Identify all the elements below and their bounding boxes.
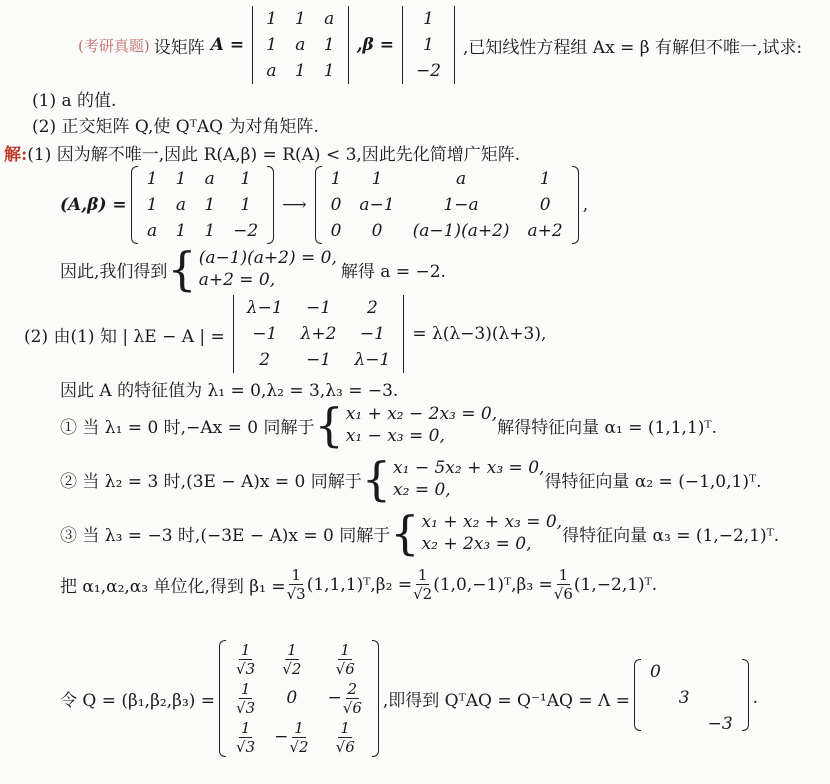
case3-equation: x₁ + x₂ + x₃ = 0,	[421, 512, 563, 532]
case2-equation: x₂ = 0,	[393, 480, 451, 500]
vector-beta-cell: −2	[415, 61, 441, 81]
case1-system	[346, 403, 497, 447]
reduced-cell: 1	[539, 169, 551, 189]
lambda-cell: 0	[649, 662, 661, 682]
char-det-cell: λ+2	[300, 324, 337, 344]
matrix-a	[257, 6, 343, 84]
matrix-a-label: A =	[210, 35, 245, 55]
reduced-cell: 0	[371, 221, 383, 241]
augmented-cell: 1	[146, 195, 158, 215]
augmented-cell: 1	[204, 221, 216, 241]
reduced-cell: 1	[330, 169, 342, 189]
augmented-cell: a	[204, 169, 215, 189]
lambda-cell	[670, 659, 699, 685]
augmented-matrix-reduction	[60, 168, 588, 242]
case-2: ② 当 λ₂ = 3 时,(3E − A)x = 0 同解于 { x₁ − 5x₂ + x₃ = 0, x₂ = 0, 得特征向量 α₂ = (−1,0,1)ᵀ.	[60, 452, 762, 506]
exam-tag: (考研真题)	[78, 36, 150, 55]
vector-beta-cell: 1	[423, 35, 434, 55]
case2-equation: x₁ − 5x₂ + x₃ = 0,	[393, 458, 545, 478]
matrix-q-table: $\frac{1}{√3}$ $\frac{1}{√2}$ $\frac{1}{√6}$ $\frac{1}{√3}$ 0 − $\frac{2}{√6}$ $\frac{1}{√3}$ − $\frac{1}{√2}$ $\frac{1}{√6}$	[236, 640, 362, 756]
orthogonal-q-line	[60, 620, 758, 776]
lambda-cell	[641, 685, 670, 711]
matrix-a-cell: 1	[266, 9, 277, 29]
augmented-cell: a	[147, 221, 158, 241]
reduced-cell: 1−a	[443, 195, 479, 215]
case3-system	[422, 511, 563, 555]
case3-equation: x₂ + 2x₃ = 0,	[421, 534, 532, 554]
reduced-cell: a+2	[527, 221, 563, 241]
b1-vector: (1,1,1)ᵀ,β₂ =	[306, 574, 413, 595]
matrix-a-cell: 1	[294, 9, 306, 29]
lambda-cell	[641, 711, 670, 737]
vector-beta	[398, 6, 459, 84]
case1-equation: x₁ − x₃ = 0,	[345, 426, 445, 446]
reduced-cell: a	[456, 169, 467, 189]
p2-prefix: (2) 由(1) 知 | λE − A | =	[24, 326, 225, 347]
q-label: 令 Q = (β₁,β₂,β₃) =	[60, 690, 216, 711]
augmented-cell: a	[175, 195, 186, 215]
reduction-arrow: ⟶	[282, 195, 307, 215]
b2-vector: (1,0,−1)ᵀ,β₃ =	[433, 574, 553, 595]
frac-1-sqrt3: $\frac{1}{√3}$	[286, 566, 306, 603]
char-det-cell: −1	[306, 298, 332, 318]
augmented-cell: 1	[146, 169, 158, 189]
case1-equation: x₁ + x₂ − 2x₃ = 0,	[345, 404, 498, 424]
matrix-a-cell: a	[324, 9, 335, 29]
solution-p1-text: (1) 因为解不唯一,因此 R(A,β) = R(A) < 3,因此先化简增广矩阵.	[27, 145, 521, 165]
lambda-cell	[670, 711, 699, 737]
so-result: 解得 a = −2.	[340, 261, 446, 282]
char-det-cell: 2	[366, 298, 378, 318]
char-det-cell: −1	[306, 350, 332, 370]
so-text: 因此,我们得到	[60, 261, 168, 282]
reduced-cell: 0	[330, 195, 342, 215]
char-det-cell: −1	[359, 324, 385, 344]
matrix-a-cell: 1	[323, 35, 335, 55]
matrix-a-cell: a	[266, 61, 277, 81]
matrix-a-cell: 1	[266, 35, 277, 55]
augmented-cell: 1	[175, 221, 187, 241]
lambda	[641, 659, 742, 737]
char-det-cell: λ−1	[246, 298, 283, 318]
so-equation: a+2 = 0,	[198, 270, 276, 290]
solution-part1-intro	[4, 140, 520, 165]
q-mid-text: ,即得到 QᵀAQ = Q⁻¹AQ = Λ =	[382, 690, 630, 711]
case3-prefix: ③ 当 λ₃ = −3 时,(−3E − A)x = 0 同解于	[60, 525, 391, 546]
case-3: ③ 当 λ₃ = −3 时,(−3E − A)x = 0 同解于 { x₁ + x₂ + x₃ = 0, x₂ + 2x₃ = 0, 得特征向量 α₃ = (1,−2,1)ᵀ.	[60, 506, 780, 560]
matrix-q	[219, 640, 379, 757]
reduced-cell: a−1	[359, 195, 395, 215]
eigenvalues-line: 因此 A 的特征值为 λ₁ = 0,λ₂ = 3,λ₃ = −3.	[60, 381, 399, 401]
problem-statement	[78, 6, 802, 84]
so-equation: (a−1)(a+2) = 0,	[198, 248, 337, 268]
case3-result: 得特征向量 α₃ = (1,−2,1)ᵀ.	[562, 525, 780, 546]
augmented-label: (A,β) =	[60, 195, 127, 215]
problem-condition: ,已知线性方程组 Ax = β 有解但不唯一,试求:	[463, 37, 803, 58]
reduction-comma: ,	[582, 195, 589, 215]
unit-prefix: 把 α₁,α₂,α₃ 单位化,得到 β₁ =	[60, 577, 286, 597]
vector-beta-cell: 1	[423, 9, 434, 29]
matrix-a-cell: 1	[323, 61, 335, 81]
solution-label: 解:	[4, 145, 28, 165]
augmented-cell: 1	[240, 195, 252, 215]
matrix-lambda	[634, 659, 749, 737]
char-det-cell: 2	[259, 350, 271, 370]
normalize-line	[60, 566, 657, 603]
frac-1-sqrt2: $\frac{1}{√2}$	[413, 566, 433, 603]
reduced-matrix	[315, 166, 579, 244]
final-dot: .	[752, 688, 759, 708]
case2-result: 得特征向量 α₂ = (−1,0,1)ᵀ.	[544, 471, 762, 492]
char-det-cell: −1	[252, 324, 278, 344]
matrix-a-cell: 1	[294, 61, 306, 81]
question-2: (2) 正交矩阵 Q,使 QᵀAQ 为对角矩阵.	[32, 117, 319, 137]
augmented-matrix	[131, 166, 275, 244]
so-system	[199, 247, 337, 291]
case1-result: 解得特征向量 α₁ = (1,1,1)ᵀ.	[497, 417, 717, 438]
char-det	[238, 295, 400, 373]
char-det-matrix	[229, 295, 409, 373]
matrix-a	[248, 6, 352, 84]
matrix-a-cell: a	[295, 35, 306, 55]
augmented-cell: 1	[240, 169, 252, 189]
augmented	[138, 166, 268, 244]
beta-label: ,β =	[356, 35, 394, 55]
reduced-cell: 1	[371, 169, 383, 189]
characteristic-determinant	[24, 296, 546, 372]
case-1: ① 当 λ₁ = 0 时,−Ax = 0 同解于 { x₁ + x₂ − 2x₃ = 0, x₁ − x₃ = 0, 解得特征向量 α₁ = (1,1,1)ᵀ.	[60, 398, 717, 452]
solve-a-line: 因此,我们得到 { (a−1)(a+2) = 0, a+2 = 0, 解得 a = −2.	[60, 242, 446, 296]
lambda-cell	[699, 685, 742, 711]
augmented-cell: −2	[233, 221, 259, 241]
question-1: (1) a 的值.	[32, 91, 117, 111]
augmented-cell: 1	[204, 195, 216, 215]
char-det-cell: λ−1	[354, 350, 391, 370]
det-result: = λ(λ−3)(λ+3),	[412, 324, 547, 344]
reduced-cell: 0	[330, 221, 342, 241]
augmented-cell: 1	[175, 169, 187, 189]
case1-prefix: ① 当 λ₁ = 0 时,−Ax = 0 同解于	[60, 417, 315, 438]
vector-beta	[407, 6, 450, 84]
lambda-cell: 3	[678, 688, 690, 708]
lambda-cell	[699, 659, 742, 685]
case2-prefix: ② 当 λ₂ = 3 时,(3E − A)x = 0 同解于	[60, 471, 362, 492]
frac-1-sqrt6: $\frac{1}{√6}$	[553, 566, 573, 603]
problem-intro: 设矩阵	[153, 37, 205, 58]
reduced-cell: 0	[539, 195, 551, 215]
lambda-cell: −3	[707, 714, 733, 734]
reduced-cell: (a−1)(a+2)	[412, 221, 510, 241]
reduced	[322, 166, 572, 244]
case2-system	[393, 457, 544, 501]
b3-vector: (1,−2,1)ᵀ.	[573, 574, 658, 595]
